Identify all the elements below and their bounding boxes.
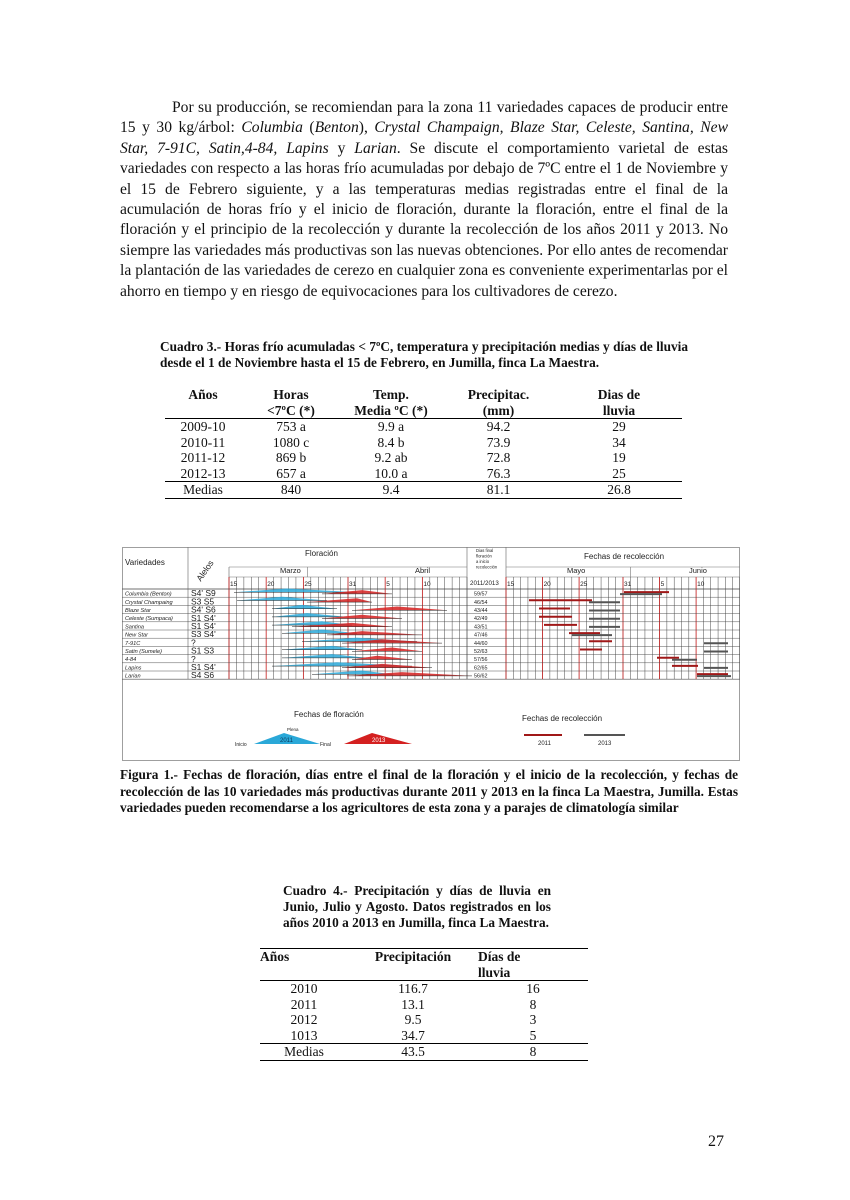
table-row	[260, 1012, 588, 1028]
variety-name: Columbia	[241, 119, 303, 137]
days-value: 42/49	[474, 616, 488, 623]
variety-label: 4-84	[125, 657, 137, 664]
text-run: ),	[358, 119, 375, 137]
days-value: 43/44	[474, 608, 488, 614]
medias-cell: Medias	[284, 1044, 324, 1059]
month-abril: Abril	[415, 566, 431, 575]
table-cell: 753 a	[276, 419, 306, 434]
column-header	[241, 387, 341, 419]
variety-label: Celeste (Sumpaca)	[125, 616, 173, 623]
medias-cell: 9.4	[382, 482, 400, 497]
legend-flor-title: Fechas de floración	[294, 710, 364, 719]
column-header	[348, 949, 478, 981]
allele-label: ?	[191, 637, 196, 648]
days-header-line: Dias final	[476, 548, 494, 553]
variety-label: New Star	[125, 632, 149, 639]
legend-final: Final	[320, 742, 331, 748]
table-cell: 16	[526, 981, 540, 996]
text-run: Por su producción, se recomiendan para la zona 11 variedades capaces de producir entre 15 y 30 kg/árbol:	[120, 99, 728, 137]
days-value: 56/62	[474, 673, 488, 680]
flor-tick-label: 20	[267, 581, 275, 588]
page-number: 27	[708, 1133, 724, 1150]
intro-paragraph	[120, 98, 728, 302]
medias-row	[165, 482, 682, 499]
table-cell: 19	[612, 450, 626, 465]
alelos-label: Alelos	[194, 558, 216, 583]
text-run: y	[328, 139, 355, 157]
days-value: 59/57	[474, 591, 488, 598]
header-line: Temp.	[373, 387, 409, 402]
variety-label: Columbia (Benton)	[125, 591, 172, 598]
table-row	[165, 450, 682, 466]
medias-cell: 26.8	[607, 482, 631, 497]
column-header	[478, 949, 588, 981]
table-cell: 2010	[290, 981, 318, 996]
table-cell: 94.2	[486, 419, 511, 434]
medias-row	[260, 1044, 588, 1061]
column-header	[341, 387, 441, 419]
allele-label: S4 S6	[191, 670, 215, 681]
text-run: . Se discute el comportamiento varietal de estas variedades con respecto a las horas frío acumuladas por debajo de 7ºC entre el 1 de Noviembre y el 15 de Febrero siguiente, y a las temperaturas medias registradas entre el final de la acumulación de horas frío y el inicio de floración, durante la floración, entre el final de la floración y el principio de la recolección y durante la recolección de los años 2011 y 2013. No siempre las variedades más productivas son las nuevas obtenciones. Por ello antes de recomendar la plantación de las variedades de cerezo en cualquier zona es conveniente experimentarlas por el ahorro en tiempo y en riesgo de equivocaciones para los cultivadores de cerezo.	[120, 139, 728, 300]
variety-label: Larian	[125, 673, 141, 680]
allele-label: ?	[191, 653, 196, 664]
table-cell: 2009-10	[180, 419, 226, 434]
header-line: Dias de	[597, 387, 641, 402]
table-cell: 2010-11	[180, 434, 226, 450]
cuadro3-table	[165, 387, 682, 499]
cuadro4-table	[260, 948, 588, 1061]
month-marzo: Marzo	[280, 566, 301, 575]
figure-svg	[122, 547, 740, 761]
table-cell: 13.1	[401, 996, 425, 1012]
legend-rec-year-2011: 2011	[538, 741, 551, 747]
rec-tick-label: 20	[543, 581, 551, 588]
header-line: Horas	[273, 387, 309, 402]
header-line: (mm)	[482, 402, 515, 418]
rec-tick-label: 5	[660, 581, 665, 588]
table-cell: 869 b	[275, 450, 307, 465]
variety-label: Lapins	[125, 665, 142, 672]
medias-cell: 43.5	[401, 1044, 425, 1059]
table-row	[165, 419, 682, 435]
figure-frame	[123, 548, 740, 761]
table-cell: 2011	[290, 996, 318, 1012]
figure-1-flowering-harvest-chart	[122, 547, 740, 761]
header-line: Años	[188, 387, 218, 402]
table-cell: 9.9 a	[377, 419, 405, 434]
allele-label: S3 S5	[191, 596, 215, 607]
table-row	[165, 435, 682, 451]
table-cell: 1013	[290, 1027, 318, 1043]
legend-rec-title: Fechas de recolección	[522, 714, 603, 723]
legend-rec-year-2013: 2013	[598, 741, 612, 747]
header-line: <7ºC (*)	[267, 402, 315, 418]
medias-cell: 81.1	[486, 482, 511, 497]
days-value: 47/46	[474, 632, 488, 639]
table-cell: 9.2 ab	[374, 450, 408, 465]
column-header	[441, 387, 556, 419]
table-cell: 116.7	[398, 981, 428, 996]
variety-label: Santina	[125, 624, 144, 631]
table-cell: 29	[612, 419, 626, 434]
variety-label: Crystal Champaing	[125, 599, 173, 606]
allele-label: S1 S4'	[191, 612, 216, 623]
table-cell: 2012-13	[180, 465, 226, 481]
variety-list: Crystal Champaign, Blaze Star, Celeste, Santina, New Star, 7-91C, Satin,4-84, Lapins	[120, 119, 728, 157]
days-value: 57/56	[474, 657, 488, 664]
header-line: Días de	[478, 949, 521, 964]
medias-cell: Medias	[183, 482, 223, 497]
rec-tick-label: 15	[507, 581, 515, 588]
rec-tick-label: 10	[697, 581, 705, 588]
header-line: Precipitación	[374, 949, 452, 964]
days-value: 43/51	[474, 624, 488, 631]
allele-label: S4' S9	[191, 588, 216, 599]
table-cell: 1080 c	[272, 434, 310, 450]
variety-label: Blaze Star	[125, 608, 151, 614]
table-row	[165, 466, 682, 482]
days-header-line: recolección	[476, 564, 498, 570]
table-cell: 34.7	[401, 1027, 425, 1043]
table-cell: 10.0 a	[374, 465, 408, 481]
table-row	[260, 1028, 588, 1044]
table-row	[260, 981, 588, 997]
table-cell: 25	[612, 465, 626, 481]
flor-tick-label: 5	[386, 581, 390, 588]
days-years-label: 2011/2013	[470, 580, 499, 587]
month-mayo: Mayo	[567, 566, 586, 575]
days-value: 62/65	[474, 665, 488, 672]
variety-name: Benton	[314, 119, 359, 137]
table-cell: 72.8	[486, 450, 511, 465]
legend-year-2013: 2013	[372, 738, 386, 744]
days-value: 46/54	[474, 599, 488, 606]
days-header-line: floración	[476, 553, 492, 559]
allele-label: S1 S3	[191, 645, 215, 656]
allele-label: S3 S4'	[191, 629, 216, 640]
header-line: lluvia	[478, 964, 511, 980]
table-cell: 34	[612, 434, 626, 450]
legend-inicio: Inicio	[235, 742, 247, 748]
table-cell: 2011-12	[180, 450, 226, 465]
text-run: (	[302, 119, 315, 137]
table-cell: 3	[529, 1012, 537, 1027]
table-cell: 2012	[290, 1012, 318, 1027]
legend-year-2011: 2011	[280, 738, 293, 744]
table-row	[260, 997, 588, 1013]
legend-plena: Plena	[287, 727, 299, 732]
flor-tick-label: 15	[230, 581, 238, 588]
medias-cell: 8	[529, 1044, 537, 1059]
column-header	[165, 387, 241, 419]
floracion-title: Floración	[305, 549, 338, 558]
month-junio: Junio	[689, 566, 707, 575]
column-header	[556, 387, 682, 419]
flor-tick-label: 31	[349, 581, 357, 588]
table-cell: 8	[529, 996, 537, 1012]
table-cell: 8.4 b	[377, 434, 405, 450]
variety-label: 7-91C	[125, 640, 141, 647]
variety-name: Larian	[354, 139, 397, 157]
header-line: Media ºC (*)	[354, 402, 428, 418]
flor-tick-label: 10	[423, 581, 431, 588]
days-header-line: a inicio	[476, 559, 490, 564]
allele-label: S1 S4'	[191, 621, 216, 631]
rec-tick-label: 31	[624, 581, 632, 588]
header-line: Precipitac.	[467, 387, 530, 402]
days-value: 52/63	[474, 649, 488, 655]
column-header	[260, 949, 348, 981]
allele-label: S1 S4'	[191, 662, 216, 672]
variedades-label: Variedades	[125, 558, 165, 567]
table-cell: 73.9	[486, 434, 511, 450]
variety-label: Satin (Sumele)	[125, 649, 162, 655]
header-line: lluvia	[602, 402, 636, 418]
cuadro3-caption: Cuadro 3.- Horas frío acumuladas < 7ºC, temperatura y precipitación medias y días de lluvia desde el 1 de Noviembre hasta el 15 de Febrero, en Jumilla, finca La Maestra.	[160, 339, 688, 370]
header-line: Años	[260, 949, 290, 964]
medias-cell: 840	[280, 482, 302, 497]
allele-label: S4' S6	[191, 604, 216, 615]
table-cell: 76.3	[486, 465, 511, 481]
days-value: 44/60	[474, 640, 488, 647]
table-cell: 9.5	[404, 1012, 422, 1027]
table-cell: 657 a	[276, 465, 306, 481]
recoleccion-title: Fechas de recolección	[584, 552, 665, 561]
cuadro4-caption: Cuadro 4.- Precipitación y días de lluvia en Junio, Julio y Agosto. Datos registrados en los años 2010 a 2013 en Jumilla, finca La Maestra.	[283, 883, 551, 930]
rec-tick-label: 25	[580, 581, 588, 588]
table-cell: 5	[529, 1027, 537, 1043]
flor-tick-label: 25	[304, 581, 312, 588]
figure-1-caption: Figura 1.- Fechas de floración, días entre el final de la floración y el inicio de la recolección, y fechas de recolección de las 10 variedades más productivas durante 2011 y 2013 en la finca La Maestra, Jumilla. Estas variedades pueden recomendarse a los agricultores de esta zona y a parajes de climatología similar	[120, 767, 738, 816]
